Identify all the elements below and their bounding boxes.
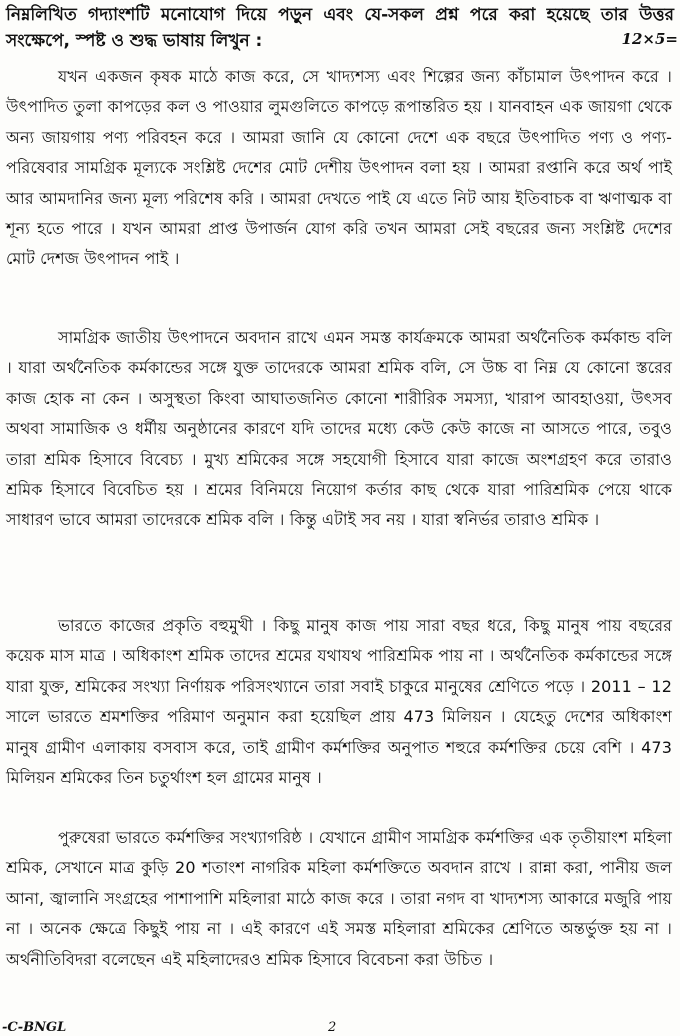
- passage-paragraph-1: যখন একজন কৃষক মাঠে কাজ করে, সে খাদ্যশস্য এবং শিল্পের জন্য কাঁচামাল উৎপাদন করে । উৎপাদিত তুলা কাপড়ের কল ও পাওয়ার লুমগুলিতে কাপড়ে রূপান্তরিত হয় । যানবাহন এক জায়গা থেকে অন্য জায়গায় পণ্য পরিবহন করে । আমরা জানি যে কোনো দেশে এক বছরে উৎপাদিত পণ্য ও পণ্য-পরিষেবার সামগ্রিক মূল্যকে সংশ্লিষ্ট দেশের মোট দেশীয় উৎপাদন বলা হয় । আমরা রপ্তানি করে অর্থ পাই আর আমদানির জন্য মূল্য পরিশেষ করি । আমরা দেখতে পাই যে এতে নিট আয় ইতিবাচক বা ঋণাত্মক বা শূন্য হতে পারে । যখন আমরা প্রাপ্ত উপার্জন যোগ করি তখন আমরা সেই বছরের জন্য সংশ্লিষ্ট দেশের মোট দেশজ উৎপাদন পাই ।: [6, 67, 672, 269]
- marks-allocation: 12×5=: [621, 30, 678, 48]
- passage-paragraph-2: সামগ্রিক জাতীয় উৎপাদনে অবদান রাখে এমন সমস্ত কার্যক্রমকে আমরা অর্থনৈতিক কর্মকান্ড বলি । যারা অর্থনৈতিক কর্মকান্ডের সঙ্গে যুক্ত তাদেরকে আমরা শ্রমিক বলি, সে উচ্চ বা নিম্ন যে কোনো স্তরের কাজ হোক না কেন । অসুস্থতা কিংবা আঘাতজনিত কোনো শারীরিক সমস্যা, খারাপ আবহাওয়া, উৎসব অথবা সামাজিক ও ধর্মীয় অনুষ্ঠানের কারণে যদি তাদের মধ্যে কেউ কেউ কাজে না আসতে পারে, তবুও তারা শ্রমিক হিসাবে বিবেচ্য । মুখ্য শ্রমিকের সঙ্গে সহযোগী হিসাবে যারা কাজে অংশগ্রহণ করে তারাও শ্রমিক হিসাবে বিবেচিত হয় । শ্রমের বিনিময়ে নিয়োগ কর্তার কাছ থেকে যারা পারিশ্রমিক পেয়ে থাকে সাধারণ ভাবে আমরা তাদেরকে শ্রমিক বলি । কিন্তু এটাই সব নয় । যারা স্বনির্ভর তারাও শ্রমিক ।: [6, 328, 672, 530]
- passage-instruction: নিম্নলিখিত গদ্যাংশটি মনোযোগ দিয়ে পড়ুন এবং যে-সকল প্রশ্ন পরে করা হয়েছে তার উত্তর সংক্ষেপে, স্পষ্ট ও শুদ্ধ ভাষায় লিখুন :: [6, 5, 674, 51]
- page-number: 2: [328, 1020, 337, 1035]
- passage-paragraph-3: ভারতে কাজের প্রকৃতি বহুমুখী । কিছু মানুষ কাজ পায় সারা বছর ধরে, কিছু মানুষ পায় বছরের কয়েক মাস মাত্র । অধিকাংশ শ্রমিক তাদের শ্রমের যথাযথ পারিশ্রমিক পায় না । অর্থনৈতিক কর্মকান্ডের সঙ্গে যারা যুক্ত, শ্রমিকের সংখ্যা নির্ণায়ক পরিসংখ্যানে তারা সবাই চাকুরে মানুষের শ্রেণিতে পড়ে । 2011 – 12 সালে ভারতে শ্রমশক্তির পরিমাণ অনুমান করা হয়েছিল প্রায় 473 মিলিয়ন । যেহেতু দেশের অধিকাংশ মানুষ গ্রামীণ এলাকায় বসবাস করে, তাই গ্রামীণ কর্মশক্তির অনুপাত শহুরে কর্মশক্তির চেয়ে বেশি । 473 মিলিয়ন শ্রমিকের তিন চতুর্থাংশ হল গ্রামের মানুষ ।: [6, 616, 672, 788]
- passage-paragraph-4: পুরুষেরা ভারতে কর্মশক্তির সংখ্যাগরিষ্ঠ । যেখানে গ্রামীণ সামগ্রিক কর্মশক্তির এক তৃতীয়াংশ মহিলা শ্রমিক, সেখানে মাত্র কুড়ি 20 শতাংশ নাগরিক মহিলা কর্মশক্তিতে অবদান রাখে । রান্না করা, পানীয় জল আনা, জ্বালানি সংগ্রহের পাশাপাশি মহিলারা মাঠে কাজ করে । তারা নগদ বা খাদ্যশস্য আকারে মজুরি পায় না । অনেক ক্ষেত্রে কিছুই পায় না । এই কারণে এই সমস্ত মহিলারা শ্রমিকের শ্রেণিতে অন্তর্ভুক্ত হয় না । অর্থনীতিবিদরা বলেছেন এই মহিলাদেরও শ্রমিক হিসাবে বিবেচনা করা উচিত ।: [6, 828, 672, 969]
- paper-code: -C-BNGL: [2, 1020, 67, 1035]
